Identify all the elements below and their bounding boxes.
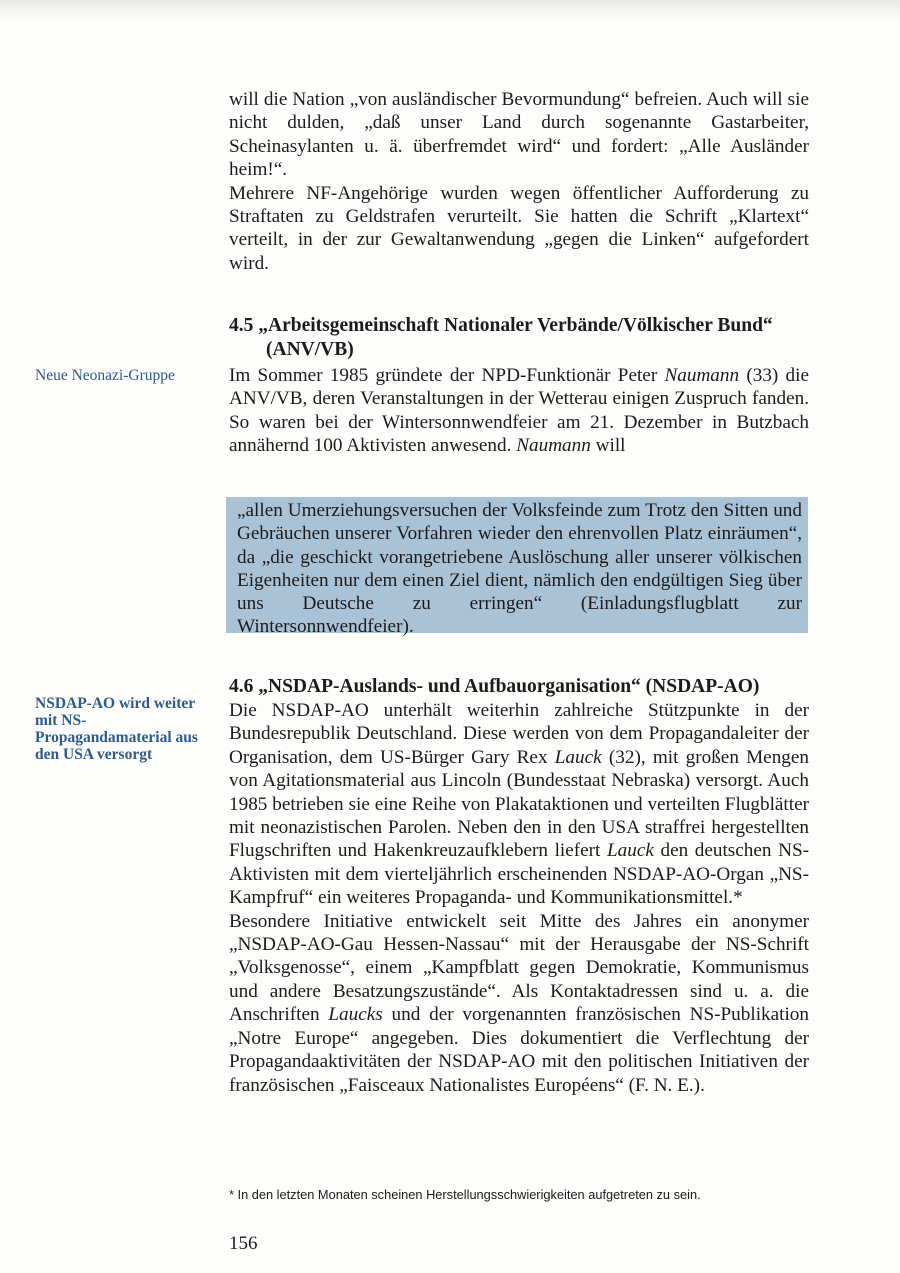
intro-text	[229, 88, 809, 275]
person-name: Laucks	[328, 1004, 383, 1026]
section-4-6-heading: 4.6 „NSDAP-Auslands- und Aufbauorganisation“ (NSDAP-AO)	[229, 676, 760, 697]
page-number: 156	[229, 1233, 258, 1254]
body-text: den deutschen NS-Aktivisten mit dem vierteljährlich erscheinenden NSDAP-AO-Organ „NS-Kampfruf“ ein weiteres Propaganda- und Kommunikationsmittel.*	[229, 840, 810, 909]
body-text: (32), mit großen Mengen von Agitationsmaterial aus Lincoln (Bundesstaat Nebraska) versorgt. Auch 1985 betrieben sie eine Reihe von Plakataktionen und verteilten Flugblätter mit neonazistischen Parolen. Neben den in den USA straffrei hergestellten Flugschriften und Hakenkreuzaufklebern liefert	[229, 746, 809, 862]
margin-note-neonazi-group: Neue Neonazi-Gruppe	[35, 367, 175, 384]
person-name: Lauck	[554, 746, 602, 768]
body-text: will	[590, 435, 626, 457]
section-4-5-body	[229, 364, 809, 458]
body-text: (33) die ANV/VB, deren Veranstaltungen in der Wetterau einigen Zuspruch fanden. So waren bei der Wintersonnwendfeier am 21. Dezember in Butzbach annähernd 100 Aktivisten anwesend.	[229, 365, 809, 457]
page-edge-shadow	[0, 0, 900, 22]
margin-note-nsdap-ao: NSDAP-AO wird weiter mit NS-Propagandamaterial aus den USA versorgt	[35, 695, 198, 763]
body-text: Besondere Initiative entwickelt seit Mitte des Jahres ein anonymer „NSDAP-AO-Gau Hessen-Nassau“ mit der Herausgabe der NS-Schrift „Volksgenosse“, einem „Kampfblatt gegen Demokratie, Kommunismus und andere Besatzungszustände“. Als Kontaktadressen sind u. a. die Anschriften	[229, 910, 809, 1026]
footnote: * In den letzten Monaten scheinen Herstellungsschwierigkeiten aufgetreten zu sein.	[229, 1187, 701, 1202]
section-4-6-paragraph-1	[229, 699, 809, 910]
quote-text: „allen Umerziehungsversuchen der Volksfeinde zum Trotz den Sitten und Gebräuchen unserer Vorfahren wieder den ehrenvollen Platz einräumen“, da „die geschickt vorangetriebene Auslöschung aller unserer völkischen Eigenheiten nur dem einen Ziel dient, nämlich den endgültigen Sieg über uns Deutsche zu erringen“ (Einladungsflugblatt zur Wintersonnwendfeier).	[237, 500, 802, 638]
section-4-5-heading-line2: (ANV/VB)	[266, 339, 354, 360]
intro-paragraph-1: will die Nation „von ausländischer Bevormundung“ befreien. Auch will sie nicht dulden, „daß unser Land durch sogenannte Gastarbeiter, Scheinasylanten u. ä. überfremdet wird“ und fordert: „Alle Ausländer heim!“.	[229, 89, 809, 181]
intro-paragraph-2: Mehrere NF-Angehörige wurden wegen öffentlicher Aufforderung zu Straftaten zu Geldstrafen verurteilt. Sie hatten die Schrift „Klartext“ verteilt, in der zur Gewaltanwendung „gegen die Linken“ aufgefordert wird.	[229, 182, 809, 274]
section-4-5-heading-line1: 4.5 „Arbeitsgemeinschaft Nationaler Verbände/Völkischer Bund“	[229, 315, 773, 336]
section-4-6-paragraph-2	[229, 910, 809, 1097]
person-name: Naumann	[664, 365, 740, 386]
body-text: Die NSDAP-AO unterhält weiterhin zahlreiche Stützpunkte in der Bundesrepublik Deutschland. Diese werden von dem Propagandaleiter der Organisation, dem US-Bürger Gary Rex	[229, 700, 809, 768]
body-text: Im Sommer 1985 gründete der NPD-Funktionär Peter	[229, 365, 665, 386]
section-4-5	[229, 314, 809, 458]
section-4-5-heading	[229, 314, 809, 362]
person-name: Naumann	[516, 435, 591, 457]
body-text: und der vorgenannten französischen NS-Publikation „Notre Europe“ angegeben. Dies dokumentiert die Verflechtung der Propagandaaktivitäten der NSDAP-AO mit den politischen Initiativen der französischen „Faisceaux Nationalistes Européens“ (F. N. E.).	[229, 1004, 809, 1096]
section-4-6	[229, 675, 809, 1097]
person-name: Lauck	[606, 840, 654, 862]
